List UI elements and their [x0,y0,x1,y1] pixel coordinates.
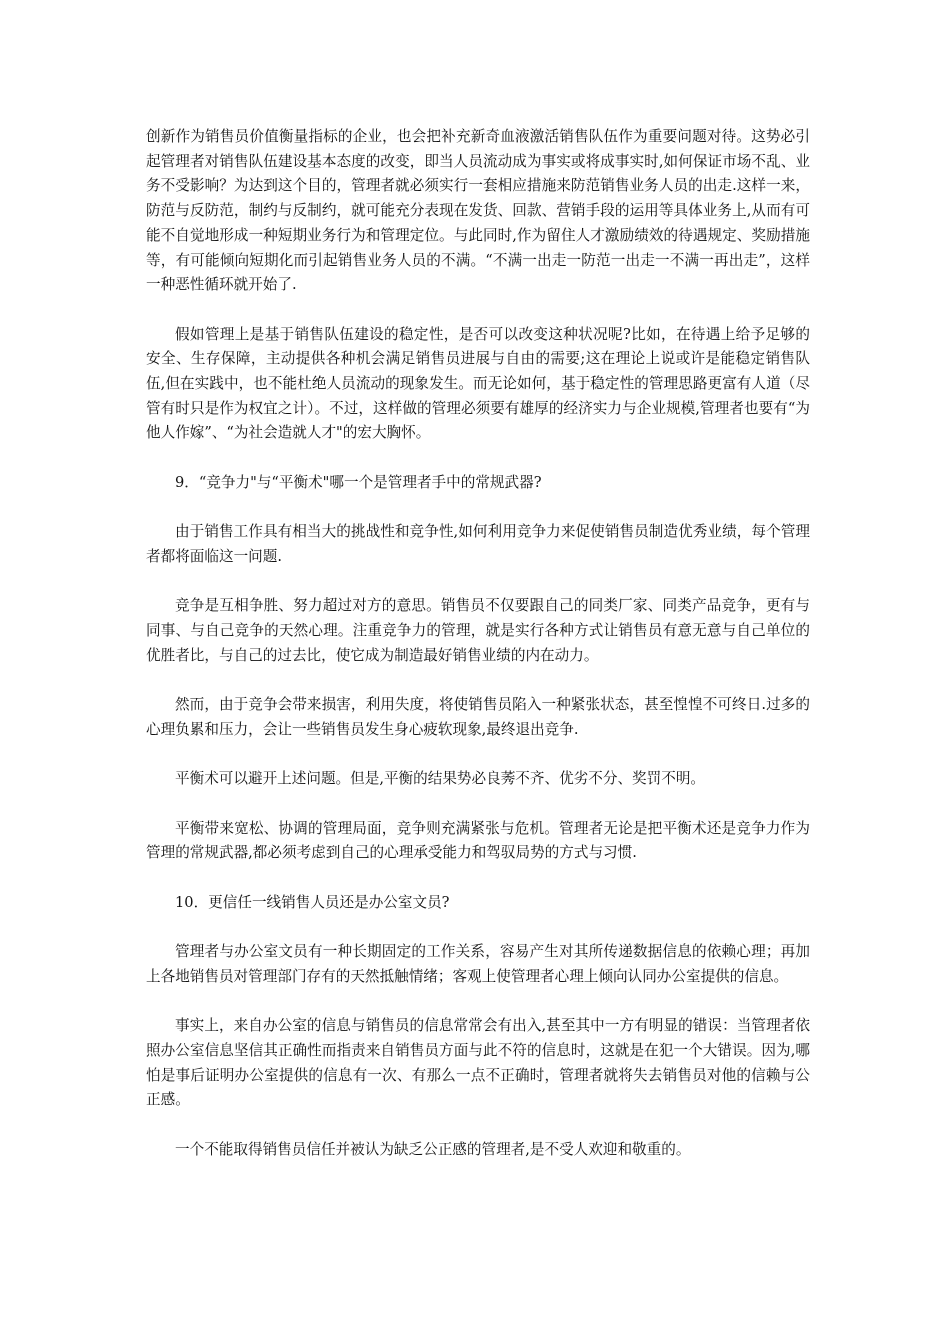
document-body [146,125,810,1187]
paragraph-information-conflict: 事实上，来自办公室的信息与销售员的信息常常会有出入,甚至其中一方有明显的错误：当管理者依照办公室信息坚信其正确性而指责来自销售员方面与此不符的信息时，这就是在犯一个大错误。因为,哪怕是事后证明办公室提供的信息有一次、有那么一点不正确时，管理者就将失去销售员对他的信赖与公正感。 [146,1017,810,1109]
paragraph-competition-harm: 然而，由于竞争会带来损害，利用失度，将使销售员陷入一种紧张状态，甚至惶惶不可终日.过多的心理负累和压力，会让一些销售员发生身心疲软现象,最终退出竞争. [146,696,810,738]
paragraph-competition-intro: 由于销售工作具有相当大的挑战性和竞争性,如何利用竞争力来促使销售员制造优秀业绩，每个管理者都将面临这一问题. [146,523,810,565]
paragraph-continuation: 创新作为销售员价值衡量指标的企业，也会把补充新奇血液激活销售队伍作为重要问题对待。这势必引起管理者对销售队伍建设基本态度的改变，即当人员流动成为事实或将成事实时,如何保证市场不乱、业务不受影响？为达到这个目的，管理者就必须实行一套相应措施来防范销售业务人员的出走.这样一来，防范与反防范，制约与反制约，就可能充分表现在发货、回款、营销手段的运用等具体业务上,从而有可能不自觉地形成一种短期业务行为和管理定位。与此同时,作为留住人才激励绩效的待遇规定、奖励措施等，有可能倾向短期化而引起销售业务人员的不满。“不满一出走一防范一出走一不满一再出走”，这样一种恶性循环就开始了. [146,128,810,294]
paragraph-competition-definition: 竞争是互相争胜、努力超过对方的意思。销售员不仅要跟自己的同类厂家、同类产品竞争，更有与同事、与自己竞争的天然心理。注重竞争力的管理，就是实行各种方式让销售员有意无意与自己单位的优胜者比，与自己的过去比，使它成为制造最好销售业绩的内在动力。 [146,597,810,664]
paragraph-balance: 平衡术可以避开上述问题。但是,平衡的结果势必良莠不齐、优劣不分、奖罚不明。 [175,770,706,788]
section-heading-9: 9．“竞争力"与“平衡术"哪一个是管理者手中的常规武器? [175,473,542,491]
section-heading-10: 10．更信任一线销售人员还是办公室文员? [175,893,450,911]
paragraph-stability: 假如管理上是基于销售队伍建设的稳定性，是否可以改变这种状况呢?比如，在待遇上给予足够的安全、生存保障，主动提供各种机会满足销售员进展与自由的需要;这在理论上说或许是能稳定销售队伍,但在实践中，也不能杜绝人员流动的现象发生。而无论如何，基于稳定性的管理思路更富有人道（尽管有时只是作为权宜之计）。不过，这样做的管理必须要有雄厚的经济实力与企业规模,管理者也要有“为他人作嫁”、“为社会造就人才"的宏大胸怀。 [146,325,810,442]
paragraph-office-staff: 管理者与办公室文员有一种长期固定的工作关系，容易产生对其所传递数据信息的依赖心理；再加上各地销售员对管理部门存有的天然抵触情绪；客观上使管理者心理上倾向认同办公室提供的信息。 [146,943,810,985]
paragraph-balance-vs-competition: 平衡带来宽松、协调的管理局面，竞争则充满紧张与危机。管理者无论是把平衡术还是竞争力作为管理的常规武器,都必须考虑到自己的心理承受能力和驾驭局势的方式与习惯. [146,819,810,862]
paragraph-conclusion: 一个不能取得销售员信任并被认为缺乏公正感的管理者,是不受人欢迎和敬重的。 [175,1140,691,1158]
